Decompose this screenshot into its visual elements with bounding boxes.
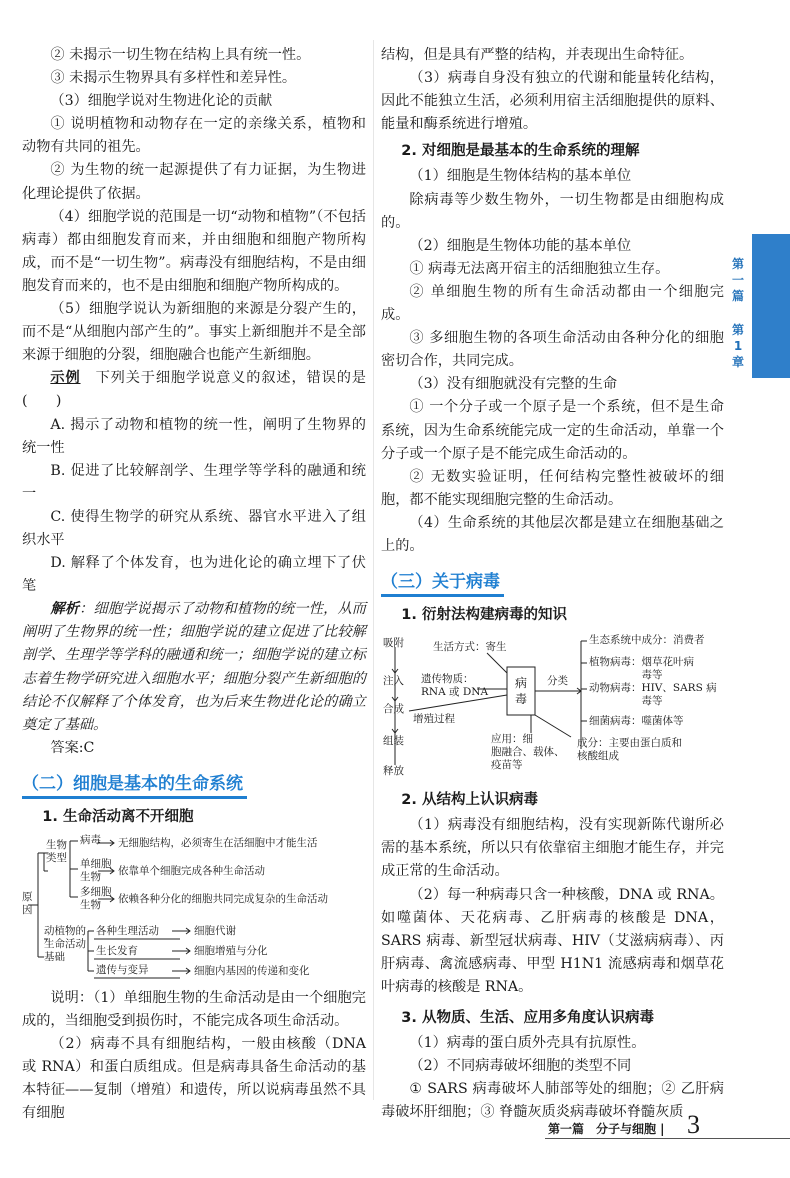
result-1: 无细胞结构，必须寄生在活细胞中才能生活 xyxy=(118,837,318,849)
label-basis: 动植物的 生命活动 基础 xyxy=(44,925,86,963)
right-column xyxy=(381,44,724,1124)
paragraph: ② 无数实验证明，任何结构完整性被破坏的细胞，都不能实现细胞完整的生命活动。 xyxy=(381,468,724,508)
chapter-tab xyxy=(731,234,790,378)
result-metabolism: 细胞代谢 xyxy=(194,925,236,937)
paragraph: （2）不同病毒破坏细胞的类型不同 xyxy=(409,1058,632,1075)
label-virus: 病毒 xyxy=(80,834,101,846)
paragraph: ① 一个分子或一个原子是一个系统，但不是生命系统，因为生命系统能完成一定的生命活动，单靠一个分子或一个原子是不能完成生命活动的。 xyxy=(381,399,724,462)
subheading: 1. 生命活动离不开细胞 xyxy=(42,808,194,825)
label-genetic-material: 遗传物质： RNA 或 DNA xyxy=(421,673,489,699)
paragraph: （4）生命系统的其他层次都是建立在细胞基础之上的。 xyxy=(381,514,724,554)
analysis xyxy=(22,598,366,737)
paragraph: （2）每一种病毒只含一种核酸，DNA 或 RNA。如噬菌体、天花病毒、乙肝病毒的核酸是 DNA，SARS 病毒、新型冠状病毒、HIV（艾滋病病毒）、丙肝病毒、禽流感病毒、甲型 H1N1 流感病毒和烟草花叶病毒的核酸是 RNA。 xyxy=(381,886,724,995)
column-divider xyxy=(373,40,374,1100)
subheading: 1. 衍射法构建病毒的知识 xyxy=(401,607,567,624)
footer-label: 第一篇 分子与细胞 | xyxy=(548,1122,665,1136)
section-heading-2 xyxy=(22,772,366,798)
label-yuanyin: 原 因 xyxy=(22,891,33,916)
paragraph: 结构，但是具有严整的结构，并表现出生命特征。 xyxy=(381,47,694,63)
result-proliferation: 细胞增殖与分化 xyxy=(194,945,268,957)
label-growth: 生长发育 xyxy=(96,945,138,957)
page-number: 3 xyxy=(687,1110,700,1139)
part-label: 第一篇 第1章 xyxy=(731,257,744,369)
paragraph: ② 未揭示一切生物在结构上具有统一性。 xyxy=(50,47,311,63)
left-column xyxy=(22,44,366,1126)
answer: 答案:C xyxy=(50,739,95,756)
analysis-text: ：细胞学说揭示了动物和植物的统一性，从而阐明了生物界的统一性；细胞学说的建立促进了比较解剖学、生理学等学科的融通和统一；细胞学说的建立标志着生物学研究进入细胞水平；细胞分裂产生新细胞的结论不仅解释了个体发育，也为后来生物进化论的确立奠定了基础。 xyxy=(22,601,366,733)
stage-synthesize: 合成 xyxy=(383,703,404,716)
label-multicellular: 多细胞 生物 xyxy=(80,886,112,911)
paragraph: ① SARS 病毒破坏人肺部等处的细胞；② 乙肝病毒破坏肝细胞；③ 脊髓灰质炎病毒破坏脊髓灰质 xyxy=(381,1081,724,1121)
section-title: （三）关于病毒 xyxy=(381,570,504,597)
label-plant-virus: 植物病毒：烟草花叶病 毒等 xyxy=(589,656,694,682)
paragraph: ① 说明植物和动物存在一定的亲缘关系，植物和动物有共同的祖先。 xyxy=(22,116,366,156)
stage-assemble: 组装 xyxy=(383,735,404,748)
result-genes: 细胞内基因的传递和变化 xyxy=(194,965,310,977)
result-3: 依赖各种分化的细胞共同完成复杂的生命活动 xyxy=(118,893,328,905)
example-question xyxy=(22,367,366,413)
label-unicellular: 单细胞 生物 xyxy=(80,858,112,883)
option-a: A. 揭示了动物和植物的统一性，阐明了生物界的统一性 xyxy=(22,416,366,456)
label-lifestyle: 生活方式：寄生 xyxy=(433,641,507,654)
label-ecosystem-role: 生态系统中成分：消费者 xyxy=(589,634,705,647)
label-virus-center: 病 毒 xyxy=(515,676,528,707)
analysis-tag: 解析 xyxy=(50,601,80,618)
paragraph: （3）没有细胞就没有完整的生命 xyxy=(409,376,618,393)
subheading: 2. 从结构上认识病毒 xyxy=(401,792,538,809)
option-c: C. 使得生物学的研究从系统、器官水平进入了组织水平 xyxy=(22,508,366,548)
label-animal-virus: 动物病毒：HIV、SARS 病 毒等 xyxy=(589,682,717,708)
section-heading-3 xyxy=(381,570,724,596)
note-2: （2）病毒不具有细胞结构，一般由核酸（DNA 或 RNA）和蛋白质组成。但是病毒具备生命活动的基本特征——复制（增殖）和遗传，所以说病毒虽然不具有细胞 xyxy=(22,1036,366,1122)
label-organism-type: 生物 类型 xyxy=(46,839,67,864)
paragraph: ③ 未揭示生物界具有多样性和差异性。 xyxy=(50,70,297,87)
label-application: 应用：细 胞融合、载体、 疫苗等 xyxy=(491,733,565,772)
subheading: 3. 从物质、生活、应用多角度认识病毒 xyxy=(401,1010,654,1026)
label-proliferation: 增殖过程 xyxy=(413,713,455,726)
virus-knowledge-diagram xyxy=(381,629,724,779)
paragraph: （3）病毒自身没有独立的代谢和能量转化结构，因此不能独立生活，必须利用宿主活细胞提供的原料、能量和酶系统进行增殖。 xyxy=(381,70,724,133)
paragraph: ① 病毒无法离开宿主的活细胞独立生存。 xyxy=(409,260,670,277)
paragraph: （3）细胞学说对生物进化论的贡献 xyxy=(50,93,273,110)
section-title: （二）细胞是基本的生命系统 xyxy=(22,772,247,799)
stage-release: 释放 xyxy=(383,765,404,778)
paragraph: ② 单细胞生物的所有生命活动都由一个细胞完成。 xyxy=(381,283,724,324)
paragraph: ② 为生物的统一起源提供了有力证据，为生物进化理论提供了依据。 xyxy=(22,162,366,202)
paragraph: （1）细胞是生物体结构的基本单位 xyxy=(409,168,632,185)
footer-rule xyxy=(545,1138,790,1139)
page-footer xyxy=(0,1108,790,1168)
paragraph: （1）病毒没有细胞结构，没有实现新陈代谢所必需的基本系统，所以只有依靠宿主细胞才能生存，并完成正常的生命活动。 xyxy=(381,817,724,880)
life-activity-diagram xyxy=(22,831,366,979)
option-b: B. 促进了比较解剖学、生理学等学科的融通和统一 xyxy=(22,462,366,502)
label-heredity: 遗传与变异 xyxy=(96,964,149,976)
label-bacteria-virus: 细菌病毒：噬菌体等 xyxy=(589,715,684,728)
paragraph: （5）细胞学说认为新细胞的来源是分裂产生的，而不是“从细胞内部产生的”。事实上新细胞并不是全部来源于细胞的分裂，细胞融合也能产生新细胞。 xyxy=(22,301,366,364)
example-text: 下列关于细胞学说意义的叙述，错误的是( ) xyxy=(22,370,366,410)
note-1: 说明：（1）单细胞生物的生命活动是由一个细胞完成的，当细胞受到损伤时，不能完成各项生命活动。 xyxy=(22,990,366,1030)
paragraph: （4）细胞学说的范围是一切“动物和植物”（不包括病毒）都由细胞发育而来，并由细胞和细胞产物所构成，而不是“一切生物”。病毒没有细胞结构，不是由细胞发育而来的，也不是由细胞和细胞产物所构成的。 xyxy=(22,208,366,294)
example-tag: 示例 xyxy=(50,370,81,387)
stage-adsorb: 吸附 xyxy=(383,637,404,650)
option-d: D. 解释了个体发育，也为进化论的确立埋下了伏笔 xyxy=(22,555,366,595)
chapter-label: 第1章 xyxy=(731,323,744,369)
stage-inject: 注入 xyxy=(383,675,404,688)
paragraph: ③ 多细胞生物的各项生命活动由各种分化的细胞密切合作，共同完成。 xyxy=(381,330,724,370)
label-composition: 成分：主要由蛋白质和 核酸组成 xyxy=(577,737,682,763)
subheading: 2. 对细胞是最基本的生命系统的理解 xyxy=(401,143,640,160)
paragraph: （1）病毒的蛋白质外壳具有抗原性。 xyxy=(409,1035,646,1052)
label-classification: 分类 xyxy=(547,675,568,688)
paragraph: 除病毒等少数生物外，一切生物都是由细胞构成的。 xyxy=(381,191,724,231)
result-2: 依靠单个细胞完成各种生命活动 xyxy=(118,865,265,877)
label-physiology: 各种生理活动 xyxy=(96,925,159,937)
paragraph: （2）细胞是生物体功能的基本单位 xyxy=(409,237,632,254)
